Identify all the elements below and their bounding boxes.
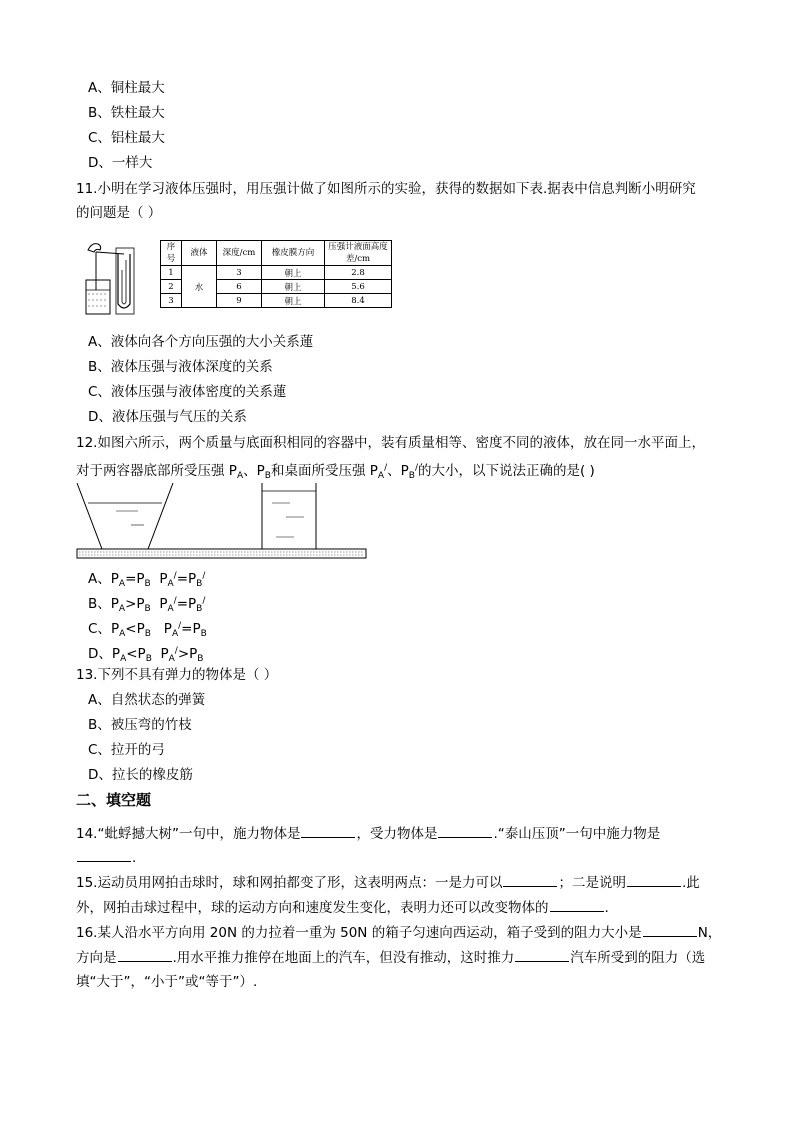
q10-option-b: B、铁柱最大 bbox=[88, 105, 165, 121]
q12-text: 和桌面所受压强 P bbox=[270, 463, 378, 479]
subscript: A bbox=[377, 471, 385, 481]
option-label: B、 bbox=[88, 596, 111, 612]
option-text: >P bbox=[125, 596, 145, 612]
superscript: / bbox=[173, 596, 177, 606]
subscript: A bbox=[118, 579, 126, 589]
table-cell: 朝上 bbox=[262, 280, 325, 294]
q13-option-a: A、自然状态的弹簧 bbox=[88, 692, 206, 708]
table-cell: 2.8 bbox=[325, 266, 392, 280]
table-cell: 水 bbox=[182, 266, 217, 308]
q10-option-d: D、一样大 bbox=[88, 155, 153, 171]
answer-blank[interactable] bbox=[438, 823, 492, 838]
q13-stem: 13.下列不具有弹力的物体是（ ） bbox=[76, 667, 278, 683]
q12-option-c: C、$P_A<P_B$ $P_A^/=P_B$ bbox=[88, 621, 207, 639]
pressure-gauge-figure bbox=[84, 240, 140, 318]
option-text: =P bbox=[125, 571, 145, 587]
q16-line2 bbox=[76, 947, 705, 968]
subscript: B bbox=[264, 471, 271, 481]
table-cell: 6 bbox=[217, 280, 262, 294]
q11-data-table bbox=[160, 240, 392, 308]
q15-line2 bbox=[76, 897, 609, 918]
option-text: P bbox=[163, 621, 172, 637]
table-header: 液体 bbox=[182, 241, 217, 266]
table-cell: 朝上 bbox=[262, 266, 325, 280]
answer-blank[interactable] bbox=[550, 897, 604, 912]
q11-option-d: D、液体压强与气压的关系 bbox=[88, 409, 247, 425]
table-cell: 8.4 bbox=[325, 294, 392, 308]
q15-text: 外，网拍击球过程中，球的运动方向和速度发生变化，表明力还可以改变物体的 bbox=[76, 900, 549, 916]
q12-option-d: D、$P_A<P_B$ $P_A^/>P_B$ bbox=[88, 646, 204, 664]
q15-text: 15.运动员用网拍击球时，球和网拍都变了形，这表明两点：一是力可以 bbox=[76, 875, 503, 891]
option-text: >P bbox=[177, 646, 198, 662]
subscript: A bbox=[168, 654, 175, 664]
table-cell: 3 bbox=[161, 294, 182, 308]
subscript: A bbox=[167, 604, 174, 614]
subscript: B bbox=[144, 579, 151, 589]
q16-line3: 填“大于”，“小于”或“等于”）. bbox=[76, 974, 258, 990]
option-label: C、 bbox=[88, 621, 111, 637]
option-text: <P bbox=[125, 621, 145, 637]
subscript: B bbox=[200, 629, 207, 639]
subscript: B bbox=[408, 471, 415, 481]
section-title: 二、填空题 bbox=[76, 791, 152, 809]
q12-text: 对于两容器底部所受压强 P bbox=[76, 463, 237, 479]
option-text: =P bbox=[181, 621, 201, 637]
subscript: B bbox=[144, 604, 151, 614]
q14-text: .“泰山压顶”一句中施力物是 bbox=[493, 826, 661, 842]
answer-blank[interactable] bbox=[301, 823, 355, 838]
superscript: / bbox=[202, 596, 206, 606]
subscript: A bbox=[167, 579, 174, 589]
q12-option-a: A、$P_A=P_B$ $P_A^/=P_B^/$ bbox=[88, 571, 206, 589]
table-cell: 2 bbox=[161, 280, 182, 294]
table-header: 压强计液面高度差/cm bbox=[325, 241, 392, 266]
q12-stem-line1: 12.如图六所示，两个质量与底面积相同的容器中，装有质量相等、密度不同的液体，放在同一水平面上， bbox=[76, 435, 705, 451]
superscript: / bbox=[384, 463, 388, 473]
subscript: B bbox=[144, 629, 151, 639]
superscript: / bbox=[414, 463, 418, 473]
q14-text: . bbox=[132, 850, 137, 866]
subscript: A bbox=[119, 629, 126, 639]
table-cell: 5.6 bbox=[325, 280, 392, 294]
table-cell: 9 bbox=[217, 294, 262, 308]
q14-text: ，受力物体是 bbox=[356, 826, 438, 842]
q16-line1 bbox=[76, 922, 721, 943]
q12-option-b: B、$P_A>P_B$ $P_A^/=P_B^/$ bbox=[88, 596, 206, 614]
table-header: 序号 bbox=[161, 241, 182, 266]
q16-text: 16.某人沿水平方向用 20N 的力拉着一重为 50N 的箱子匀速向西运动，箱子受到的阻力大小是 bbox=[76, 925, 642, 941]
option-label: D、 bbox=[88, 646, 112, 662]
subscript: A bbox=[118, 604, 126, 614]
table-row bbox=[161, 266, 392, 280]
option-text: P bbox=[159, 596, 168, 612]
q10-option-c: C、铝柱最大 bbox=[88, 130, 165, 146]
q11-option-a: A、液体向各个方向压强的大小关系蓮 bbox=[88, 334, 314, 350]
q16-text: 汽车所受到的阻力（选 bbox=[570, 950, 706, 966]
answer-blank[interactable] bbox=[503, 872, 557, 887]
answer-blank[interactable] bbox=[515, 947, 569, 962]
subscript: B bbox=[145, 654, 152, 664]
table-header: 橡皮膜方向 bbox=[262, 241, 325, 266]
q12-text: 的大小，以下说法正确的是( ) bbox=[418, 463, 595, 479]
table-cell: 1 bbox=[161, 266, 182, 280]
subscript: A bbox=[236, 471, 244, 481]
subscript: B bbox=[196, 604, 203, 614]
option-text: P bbox=[160, 646, 169, 662]
table-cell: 朝上 bbox=[262, 294, 325, 308]
superscript: / bbox=[173, 571, 177, 581]
table-header: 深度/cm bbox=[217, 241, 262, 266]
table-cell: 3 bbox=[217, 266, 262, 280]
q11-stem-line1: 11.小明在学习液体压强时，用压强计做了如图所示的实验，获得的数据如下表.据表中信息判断小明研究 bbox=[76, 181, 696, 197]
q12-stem-line2: 对于两容器底部所受压强 $P_A$、$P_B$和桌面所受压强 $P_A^/$、$P_B^/$的大小，以下说法正确的是( ) bbox=[76, 463, 595, 481]
q10-option-a: A、铜柱最大 bbox=[88, 80, 165, 96]
q15-text: . bbox=[604, 900, 609, 916]
superscript: / bbox=[202, 571, 206, 581]
subscript: A bbox=[120, 654, 127, 664]
q16-text: N， bbox=[697, 925, 722, 941]
superscript: / bbox=[174, 646, 178, 656]
option-text: =P bbox=[176, 596, 197, 612]
q16-text: .用水平推力推停在地面上的汽车，但没有推动，这时推力 bbox=[172, 950, 515, 966]
answer-blank[interactable] bbox=[118, 947, 172, 962]
subscript: A bbox=[171, 629, 179, 639]
q14-line1 bbox=[76, 823, 660, 844]
q11-option-c: C、液体压强与液体密度的关系蓮 bbox=[88, 384, 287, 400]
q11-stem-line2: 的问题是（ ） bbox=[76, 205, 162, 221]
option-text: P bbox=[159, 571, 168, 587]
subscript: B bbox=[196, 579, 203, 589]
answer-blank[interactable] bbox=[627, 872, 681, 887]
superscript: / bbox=[178, 621, 182, 631]
subscript: B bbox=[197, 654, 204, 664]
q13-option-d: D、拉长的橡皮筋 bbox=[88, 767, 193, 783]
q15-line1 bbox=[76, 872, 700, 893]
q13-option-b: B、被压弯的竹枝 bbox=[88, 717, 192, 733]
q14-text: 14.“蚍蜉撼大树”一句中，施力物体是 bbox=[76, 826, 301, 842]
option-label: A、 bbox=[88, 571, 111, 587]
option-text: <P bbox=[126, 646, 146, 662]
containers-figure bbox=[76, 481, 368, 561]
q15-text: ；二是说明 bbox=[558, 875, 626, 891]
q11-option-b: B、液体压强与液体深度的关系 bbox=[88, 359, 273, 375]
q13-option-c: C、拉开的弓 bbox=[88, 742, 165, 758]
q16-text: 方向是 bbox=[76, 950, 117, 966]
option-text: =P bbox=[176, 571, 197, 587]
answer-blank[interactable] bbox=[77, 847, 131, 862]
q14-line2 bbox=[76, 847, 136, 868]
q15-text: .此 bbox=[681, 875, 700, 891]
answer-blank[interactable] bbox=[643, 922, 697, 937]
